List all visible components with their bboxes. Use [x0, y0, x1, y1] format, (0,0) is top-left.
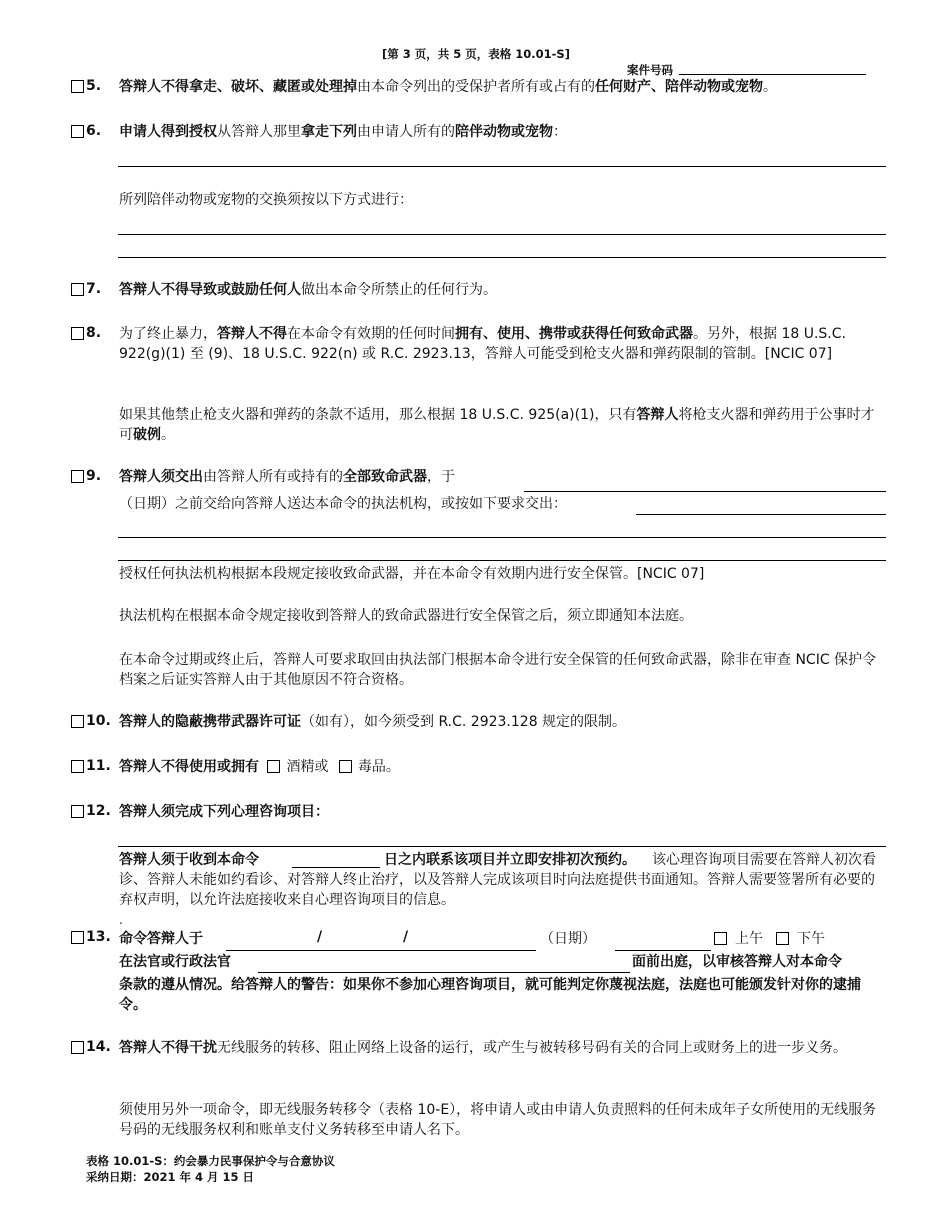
item-12-paragraph: 该心理咨询项目需要在答辩人初次看诊、答辩人未能如约看诊、对答辩人终止治疗，以及答辩人完成该项目时向法庭提供书面通知。答辩人需要签署所有必要的弃权声明，以允许法庭接收来自心理咨询项目的信息。 — [119, 852, 876, 908]
item-12-p1a-text: 答辩人须于收到本命令 — [119, 852, 259, 868]
item-9-t1: 答辩人须交出 — [119, 469, 203, 485]
item-13-t2 — [119, 952, 231, 972]
item-8-checkbox[interactable] — [71, 327, 84, 340]
item-12-p1b-text: 日之内联系该项目并立即安排初次预约。 — [384, 852, 636, 868]
item-6-text — [119, 122, 567, 142]
item-6-t3: 拿走下列 — [301, 124, 357, 140]
item-7-t1: 答辩人不得导致或鼓励任何人 — [119, 282, 301, 298]
item-9-method-field-2[interactable] — [118, 537, 886, 538]
item-5-text — [119, 77, 777, 97]
item-13-time-field[interactable] — [615, 950, 711, 951]
item-8-p2a: 如果其他禁止枪支火器和弹药的条款不适用，那么根据 18 U.S.C. 925(a)(1)，只有 — [119, 407, 637, 423]
item-14-number: 14. — [86, 1039, 111, 1055]
item-9-paragraph-1: 授权任何执法机构根据本段规定接收致命武器，并在本命令有效期内进行安全保管。[NCIC 07] — [119, 566, 705, 582]
item-8-p1e: 。另外，根据 18 U.S.C. 922(g)(1) 至 (9)、18 U.S.C. 922(n) 或 R.C. 2923.13，答辩人可能受到枪支火器和弹药限制的管制。[NCIC 07] — [119, 326, 846, 362]
item-9-text — [119, 467, 455, 487]
item-13-t2-text: 在法官或行政法官 — [119, 954, 231, 970]
item-13-checkbox[interactable] — [71, 931, 84, 944]
item-11-checkbox[interactable] — [71, 760, 84, 773]
item-7-number: 7. — [86, 281, 102, 297]
item-9-method-field-3[interactable] — [118, 560, 886, 561]
item-5-number: 5. — [86, 78, 102, 94]
item-9-method-field-1[interactable] — [636, 514, 886, 515]
item-13-date-field[interactable] — [226, 950, 536, 951]
item-10-text — [119, 712, 626, 732]
item-13-slash-2: / — [403, 929, 409, 945]
item-6-t4: 由申请人所有的 — [357, 124, 455, 140]
item-11-alcohol-checkbox[interactable] — [267, 760, 280, 773]
item-10-t2: （如有），如今须受到 R.C. 2923.128 规定的限制。 — [301, 714, 627, 730]
item-13-am-label: 上午 — [735, 931, 763, 947]
item-5-t2: 由本命令列出的受保护者所有或占有的 — [357, 79, 595, 95]
item-7-t2: 做出本命令所禁止的任何行为。 — [301, 282, 497, 298]
item-6-pets-field[interactable] — [118, 166, 886, 167]
item-12-text — [119, 802, 329, 822]
item-9-t2: 由答辩人所有或持有的 — [203, 469, 343, 485]
item-11-t1: 答辩人不得使用或拥有 — [119, 759, 259, 775]
item-13-t4-text: 条款的遵从情况。给答辩人的警告：如果你不参加心理咨询项目，就可能判定你蔑视法庭，法庭也可能颁发针对你的逮捕令。 — [119, 977, 861, 1013]
item-8-p1c: 在本命令有效期的任何时间 — [287, 326, 455, 342]
item-11-opt1: 酒精或 — [286, 759, 329, 775]
item-14-t2: 无线服务的转移、阻止网络上设备的运行，或产生与被转移号码有关的合同上或财务上的进一步义务。 — [217, 1040, 847, 1056]
case-number-label: 案件号码 — [627, 63, 673, 77]
item-14-paragraph-2: 须使用另外一项命令，即无线服务转移令（表格 10-E），将申请人或由申请人负责照料的任何未成年子女所使用的无线服务号码的无线服务权利和账单支付义务转移至申请人名下。 — [119, 1102, 877, 1138]
item-8-p2c: 将枪支火器和弹药用于公事时才可 — [119, 407, 875, 443]
item-9-t3: 全部致命武器 — [343, 469, 427, 485]
item-8-p1b: 答辩人不得 — [217, 326, 287, 342]
item-6-checkbox[interactable] — [71, 125, 84, 138]
item-8-number: 8. — [86, 325, 102, 341]
item-6-t6: ： — [553, 124, 567, 140]
item-6-number: 6. — [86, 123, 102, 139]
item-12-checkbox[interactable] — [71, 805, 84, 818]
item-9-paragraph-2: 执法机构在根据本命令规定接收到答辩人的致命武器进行安全保管之后，须立即通知本法庭。 — [119, 608, 693, 624]
footer-form-title: 表格 10.01-S：约会暴力民事保护令与合意协议 — [86, 1154, 335, 1168]
item-9-checkbox[interactable] — [71, 470, 84, 483]
item-7-checkbox[interactable] — [71, 283, 84, 296]
item-6-t2: 从答辩人那里 — [217, 124, 301, 140]
item-5-checkbox[interactable] — [71, 80, 84, 93]
item-8-p1d: 拥有、使用、携带或获得任何致命武器 — [455, 326, 693, 342]
item-14-t1: 答辩人不得干扰 — [119, 1040, 217, 1056]
item-8-p2e: 。 — [161, 427, 175, 443]
item-6-t5: 陪伴动物或宠物 — [455, 124, 553, 140]
item-9-number: 9. — [86, 468, 102, 484]
item-9-t4: ，于 — [427, 469, 455, 485]
item-13-number: 13. — [86, 929, 111, 945]
item-11-drugs-checkbox[interactable] — [339, 760, 352, 773]
item-11-number: 11. — [86, 758, 111, 774]
item-12-number: 12. — [86, 803, 111, 819]
item-8-p1a: 为了终止暴力， — [119, 326, 217, 342]
footer-adopted-date: 采纳日期：2021 年 4 月 15 日 — [86, 1170, 255, 1184]
item-9-paragraph-3: 在本命令过期或终止后，答辩人可要求取回由执法部门根据本命令进行安全保管的任何致命武器，除非在审查 NCIC 保护令档案之后证实答辩人由于其他原因不符合资格。 — [119, 652, 877, 688]
page-info: [第 3 页，共 5 页，表格 10.01-S] — [382, 47, 570, 61]
item-8-paragraph-2 — [119, 405, 885, 445]
item-5-t3: 任何财产、陪伴动物或宠物 — [595, 79, 763, 95]
item-14-checkbox[interactable] — [71, 1041, 84, 1054]
item-12-t1: 答辩人须完成下列心理咨询项目： — [119, 804, 329, 820]
case-number-field[interactable] — [679, 74, 866, 75]
item-8-p2d: 破例 — [133, 427, 161, 443]
item-13-slash-1: / — [317, 929, 323, 945]
item-12-dot: . — [119, 913, 123, 927]
item-13-pm-checkbox[interactable] — [776, 932, 789, 945]
item-8-p2b: 答辩人 — [636, 407, 679, 423]
item-8-paragraph-1 — [119, 324, 885, 364]
item-13-t1 — [119, 929, 203, 949]
item-11-text — [119, 757, 400, 777]
item-13-am-checkbox[interactable] — [714, 932, 727, 945]
item-13-t3-text: 面前出庭，以审核答辩人对本命令 — [632, 954, 842, 970]
item-5-t1: 答辩人不得拿走、破坏、藏匿或处理掉 — [119, 79, 357, 95]
item-6-exchange-field-2[interactable] — [118, 257, 886, 258]
item-9-line-2: （日期）之前交给向答辩人送达本命令的执法机构，或按如下要求交出： — [119, 496, 567, 512]
item-13-date-label: （日期） — [540, 931, 596, 947]
item-9-date-field[interactable] — [524, 491, 886, 492]
item-11-opt2: 毒品。 — [357, 759, 400, 775]
item-7-text — [119, 280, 497, 300]
item-6-exchange-field-1[interactable] — [118, 234, 886, 235]
item-13-t3 — [632, 952, 842, 972]
item-6-t1: 申请人得到授权 — [119, 124, 217, 140]
item-13-pm-label: 下午 — [797, 931, 825, 947]
item-10-number: 10. — [86, 713, 111, 729]
item-12-program-field[interactable] — [118, 846, 886, 847]
item-13-t1-text: 命令答辩人于 — [119, 931, 203, 947]
item-14-text — [119, 1038, 885, 1058]
item-10-checkbox[interactable] — [71, 715, 84, 728]
item-5-t4: 。 — [763, 79, 777, 95]
item-13-magistrate-field[interactable] — [258, 972, 630, 973]
item-13-warning — [119, 975, 885, 1015]
item-10-t1: 答辩人的隐蔽携带武器许可证 — [119, 714, 301, 730]
item-6-exchange-text: 所列陪伴动物或宠物的交换须按以下方式进行： — [119, 192, 413, 208]
